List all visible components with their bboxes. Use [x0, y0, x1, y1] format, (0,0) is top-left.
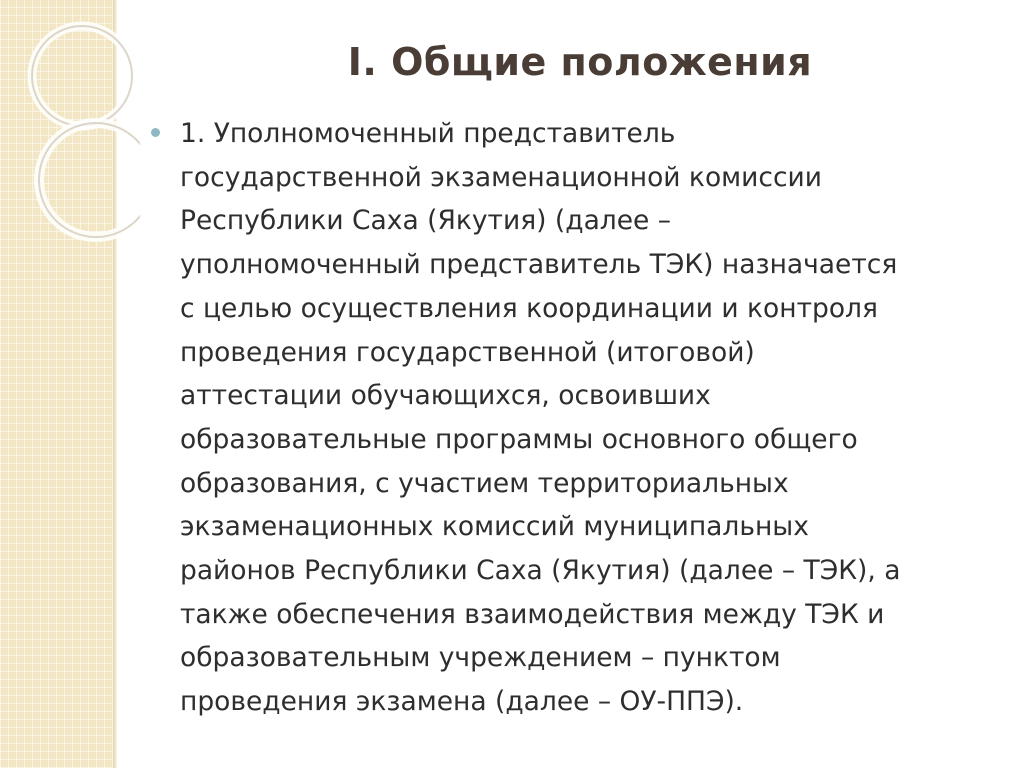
text-line: с целью осуществления координации и контроля	[180, 292, 878, 324]
slide-content	[150, 112, 1000, 724]
text-line: проведения экзамена (далее – ОУ-ППЭ).	[180, 686, 744, 718]
decorative-rings-icon	[0, 0, 140, 260]
text-line: образовательные программы основного общего	[180, 423, 858, 455]
text-line: государственной экзаменационной комиссии	[180, 161, 822, 193]
text-line: проведения государственной (итоговой)	[180, 336, 755, 368]
text-line: образовательным учреждением – пунктом	[180, 642, 781, 674]
text-line: Республики Саха (Якутия) (далее –	[180, 205, 672, 237]
text-line: образования, с участием территориальных	[180, 467, 789, 499]
text-line: 1. Уполномоченный представитель	[180, 118, 676, 149]
text-line: аттестации обучающихся, освоивших	[180, 380, 711, 412]
text-line: районов Республики Саха (Якутия) (далее – ТЭК), а	[180, 555, 901, 587]
slide-title: I. Общие положения	[347, 40, 813, 84]
text-line: уполномоченный представитель ТЭК) назначается	[180, 249, 898, 281]
text-line: также обеспечения взаимодействия между ТЭК и	[180, 598, 885, 630]
bullet-item	[150, 112, 1000, 724]
bullet-dot-icon	[151, 128, 160, 137]
text-line: экзаменационных комиссий муниципальных	[180, 511, 809, 543]
bullet-text	[180, 112, 1000, 724]
